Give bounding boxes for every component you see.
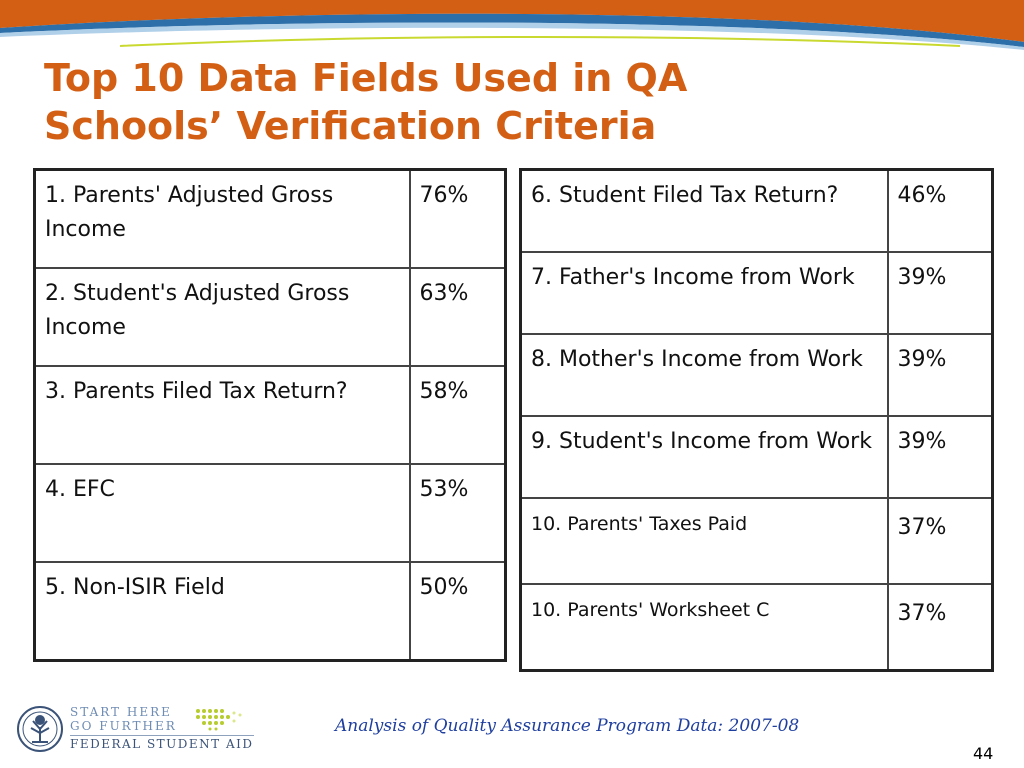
field-name-cell: 5. Non-ISIR Field [35,562,410,661]
page-number: 44 [973,744,994,763]
field-name-cell: 10. Parents' Taxes Paid [521,498,888,584]
federal-student-aid-logo [16,705,256,753]
logo-dot-grid-icon [194,707,254,731]
footer-source-note: Analysis of Quality Assurance Program Data: 2007-08 [335,716,800,736]
field-name-cell: 6. Student Filed Tax Return? [521,170,888,253]
field-name-cell: 3. Parents Filed Tax Return? [35,366,410,464]
field-name-cell: 4. EFC [35,464,410,562]
table-row [521,584,993,671]
field-name-cell: 10. Parents' Worksheet C [521,584,888,671]
right-data-table [519,168,994,672]
percent-cell: 76% [410,170,506,269]
field-name-cell: 1. Parents' Adjusted Gross Income [35,170,410,269]
logo-federal-student-aid: FEDERAL STUDENT AID [70,737,254,751]
slide-title-line-2: Schools’ Verification Criteria [44,104,657,148]
table-row [521,170,993,253]
field-name-cell: 8. Mother's Income from Work [521,334,888,416]
table-row [521,334,993,416]
department-of-education-seal-icon [16,705,64,753]
slide-title-line-1: Top 10 Data Fields Used in QA [44,56,688,100]
percent-cell: 39% [888,334,993,416]
table-row [35,170,506,269]
slide-title [44,54,687,150]
percent-cell: 53% [410,464,506,562]
table-row [35,268,506,366]
percent-cell: 46% [888,170,993,253]
table-row [521,252,993,334]
percent-cell: 39% [888,416,993,498]
percent-cell: 39% [888,252,993,334]
table-row [35,562,506,661]
field-name-cell: 7. Father's Income from Work [521,252,888,334]
field-name-cell: 9. Student's Income from Work [521,416,888,498]
logo-go-further: GO FURTHER [70,719,177,733]
percent-cell: 37% [888,498,993,584]
left-data-table [33,168,507,662]
percent-cell: 50% [410,562,506,661]
table-row [35,366,506,464]
percent-cell: 63% [410,268,506,366]
table-row [35,464,506,562]
percent-cell: 58% [410,366,506,464]
top-decorative-bar [0,0,1024,60]
table-row [521,498,993,584]
logo-start-here: START HERE [70,705,172,719]
percent-cell: 37% [888,584,993,671]
field-name-cell: 2. Student's Adjusted Gross Income [35,268,410,366]
table-row [521,416,993,498]
